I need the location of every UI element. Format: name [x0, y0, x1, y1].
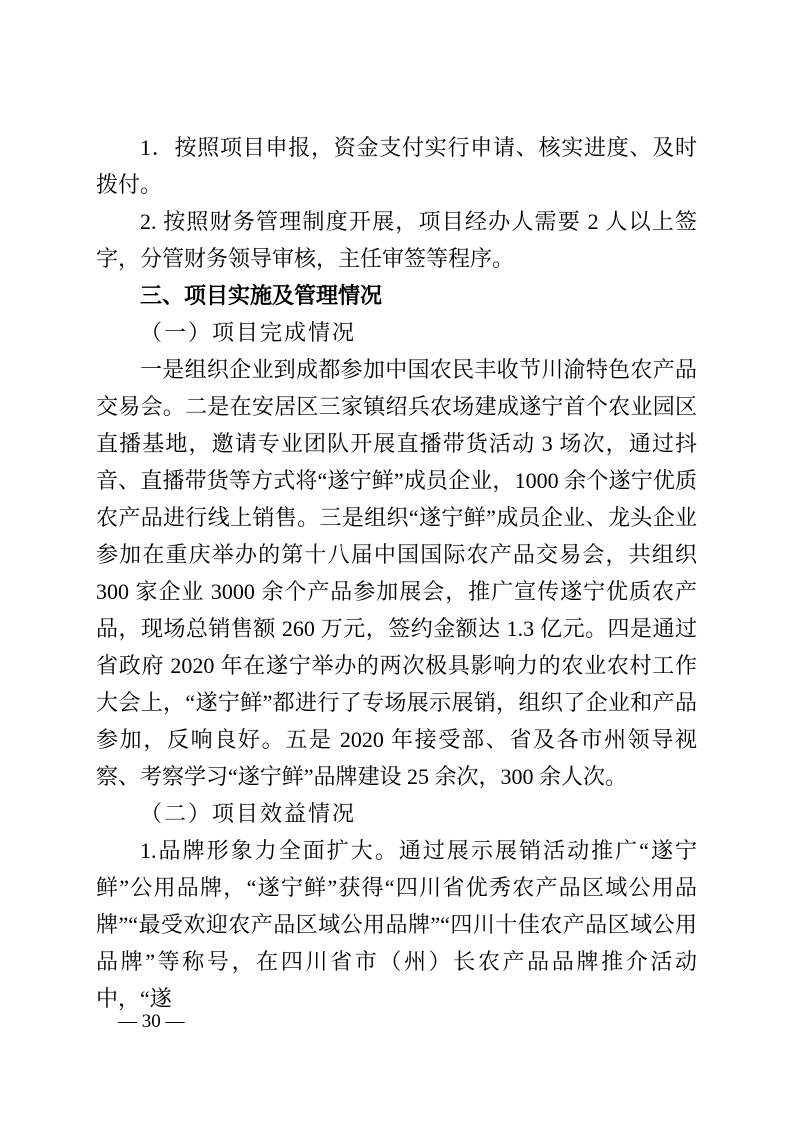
- subsection-heading-project-completion: （一）项目完成情况: [140, 320, 357, 345]
- document-body: [96, 129, 697, 1017]
- paragraph-project-completion-details: 一是组织企业到成都参加中国农民丰收节川渝特色农产品交易会。二是在安居区三家镇绍兵农场建成遂宁首个农业园区直播基地，邀请专业团队开展直播带货活动 3 场次，通过抖音、直播带货等方式将“遂宁鲜”成员企业，1000 余个遂宁优质农产品进行线上销售。三是组织“遂宁鲜”成员企业、龙头企业参加在重庆举办的第十八届中国国际农产品交易会，共组织 300 家企业 3000 余个产品参加展会，推广宣传遂宁优质农产品，现场总销售额 260 万元，签约金额达 1.3 亿元。四是通过省政府 2020 年在遂宁举办的两次极具影响力的农业农村工作大会上，“遂宁鲜”都进行了专场展示展销，组织了企业和产品参加，反响良好。五是 2020 年接受部、省及各市州领导视察、考察学习“遂宁鲜”品牌建设 25 余次，300 余人次。: [96, 357, 698, 789]
- page-number: — 30 —: [118, 1011, 185, 1032]
- subsection-heading-project-benefits: （二）项目效益情况: [140, 801, 357, 826]
- paragraph-funding-procedure-2: 2. 按照财务管理制度开展，项目经办人需要 2 人以上签字，分管财务领导审核，主任审签等程序。: [96, 209, 697, 271]
- paragraph-funding-procedure-1: 1．按照项目申报，资金支付实行申请、核实进度、及时拨付。: [96, 135, 697, 197]
- paragraph-brand-image-expansion: 1.品牌形象力全面扩大。通过展示展销活动推广“遂宁鲜”公用品牌，“遂宁鲜”获得“四川省优秀农产品区域公用品牌”“最受欢迎农产品区域公用品牌”“四川十佳农产品区域公用品牌”等称号，在四川省市（州）长农产品品牌推介活动中，“遂: [96, 838, 697, 1011]
- section-heading-implementation-management: 三、项目实施及管理情况: [140, 283, 383, 308]
